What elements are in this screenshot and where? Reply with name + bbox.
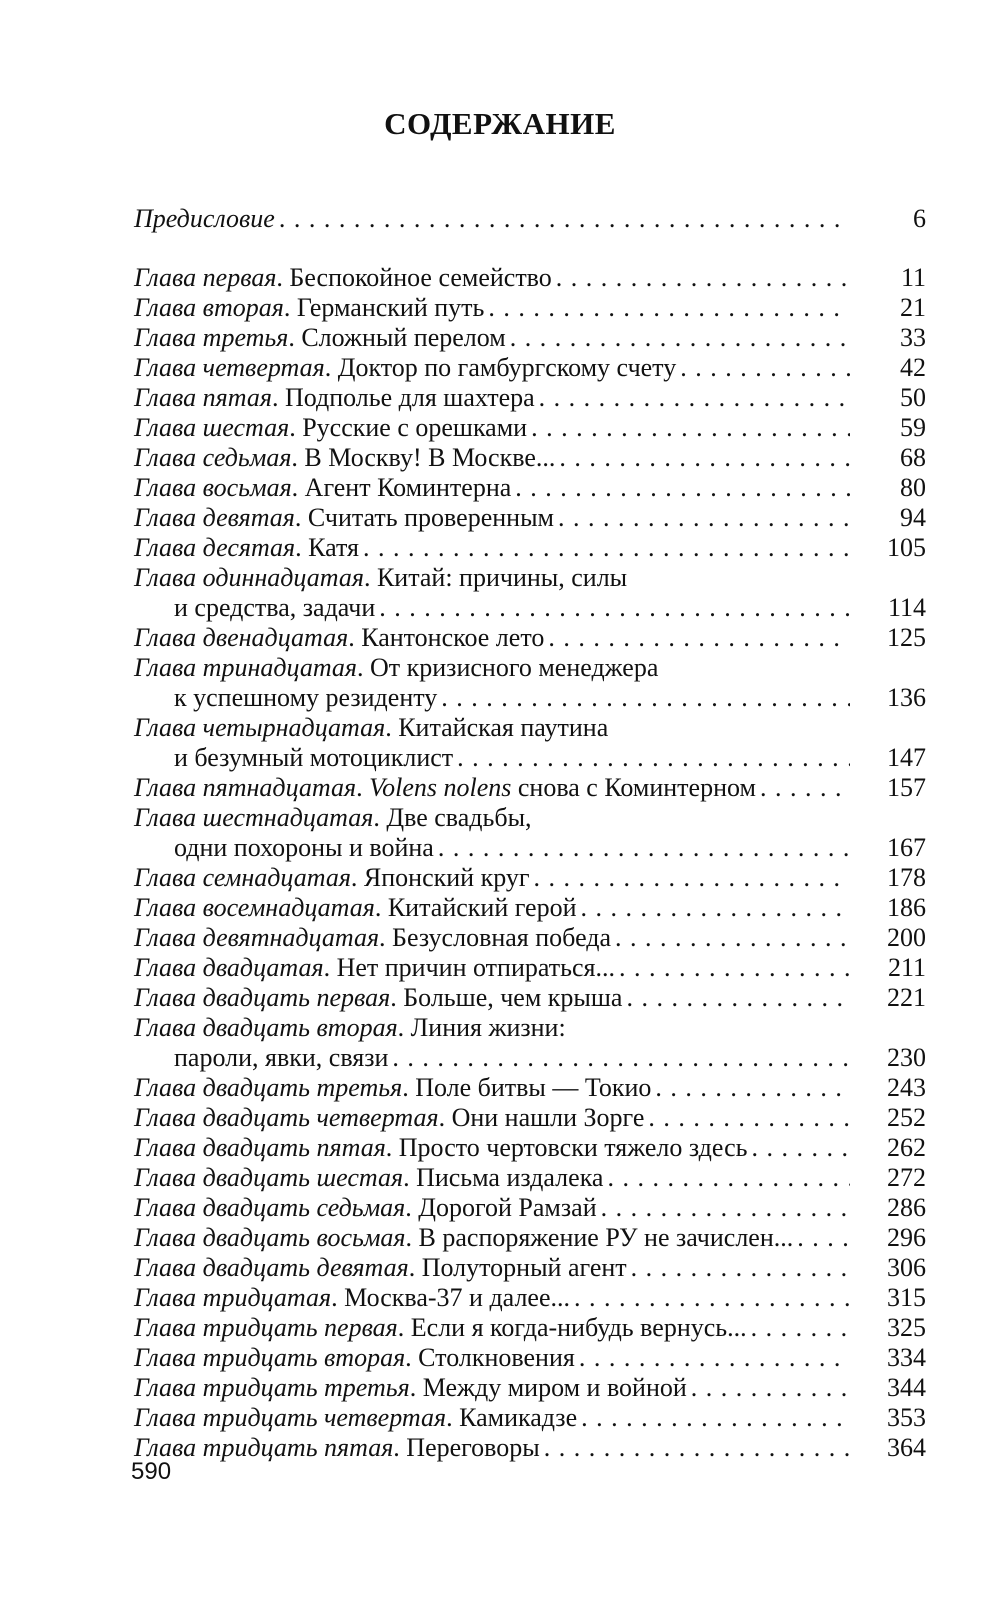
toc-entry (134, 623, 926, 653)
toc-entry-title (134, 503, 554, 533)
toc-entry-title (134, 653, 658, 683)
toc-entry-chapter-title: . Беспокойное семейство (276, 263, 552, 292)
toc-line (134, 593, 926, 623)
toc-entry (134, 503, 926, 533)
toc-entry (134, 1373, 926, 1403)
toc-entry (134, 953, 926, 983)
toc-entry-title (134, 713, 608, 743)
toc-page-number: 80 (900, 473, 926, 502)
toc-entry-title (174, 833, 434, 863)
dot-leader (510, 323, 850, 353)
toc-entry-title (134, 413, 527, 443)
toc-page-number: 157 (887, 773, 926, 802)
toc-entry-title (134, 983, 622, 1013)
toc-entry (134, 1103, 926, 1133)
dot-leader (279, 204, 850, 234)
toc-line (134, 323, 926, 353)
toc-entry (134, 893, 926, 923)
toc-entry-title (134, 1073, 651, 1103)
toc-entry (134, 1253, 926, 1283)
toc-entry-chapter-title: и безумный мотоциклист (174, 743, 454, 772)
dot-leader (752, 1133, 851, 1163)
toc-page-number: 136 (887, 683, 926, 712)
toc-page-number: 344 (887, 1373, 926, 1402)
toc-entry (134, 563, 926, 623)
toc-line (134, 983, 926, 1013)
toc-entry (134, 1343, 926, 1373)
toc-entry-title (134, 1253, 627, 1283)
toc-entry-chapter-label: Глава тринадцатая (134, 653, 357, 682)
toc-entry-title (134, 1343, 575, 1373)
toc-page-number: 252 (887, 1103, 926, 1132)
toc-entry-title (174, 683, 437, 713)
toc-entry-chapter-title: . Между миром и войной (409, 1373, 687, 1402)
toc-entry (134, 533, 926, 563)
toc-entry-title (134, 1163, 603, 1193)
toc-line (134, 923, 926, 953)
dot-leader (631, 1253, 850, 1283)
toc-entry (134, 1193, 926, 1223)
toc-entry-chapter-title: . Агент Коминтерна (291, 473, 512, 502)
dot-leader (556, 263, 850, 293)
toc-page-number: 315 (887, 1283, 926, 1312)
toc-page-number: 286 (887, 1193, 926, 1222)
toc-entry-chapter-title: и средства, задачи (174, 593, 376, 622)
dot-leader (363, 533, 850, 563)
toc-line (134, 353, 926, 383)
toc-entry-preface (134, 204, 926, 234)
toc-page-number: 364 (887, 1433, 926, 1462)
toc-entry-chapter-label: Глава двадцать девятая (134, 1253, 409, 1282)
toc-entry-title (134, 1103, 644, 1133)
dot-leader (655, 1073, 850, 1103)
toc-entry (134, 803, 926, 863)
toc-entry-chapter-title: . Китайский герой (374, 893, 577, 922)
dot-leader (751, 1313, 850, 1343)
toc-entry-chapter-label: Глава вторая (134, 293, 284, 322)
toc-entry-chapter-label: Глава двадцать восьмая (134, 1223, 406, 1252)
toc-line (134, 503, 926, 533)
dot-leader (581, 1403, 850, 1433)
toc-entry (134, 1313, 926, 1343)
toc-entry-chapter-title: . Дорогой Рамзай (405, 1193, 597, 1222)
dot-leader (441, 683, 850, 713)
toc-entry (134, 1223, 926, 1253)
toc-page-number: 94 (900, 503, 926, 532)
toc-page-number: 42 (900, 353, 926, 382)
dot-leader (579, 1343, 850, 1373)
toc-entry-title (174, 743, 453, 773)
toc-entry (134, 773, 926, 803)
toc-entry-title (134, 1133, 748, 1163)
toc-page-number: 211 (887, 953, 926, 982)
toc-entry-title (134, 473, 511, 503)
toc-entry-chapter-label: Глава шестнадцатая (134, 803, 374, 832)
toc-entry-chapter-label: Глава тридцать пятая (134, 1433, 394, 1462)
toc-page-number: 186 (887, 893, 926, 922)
toc-entry (134, 383, 926, 413)
toc-entry-chapter-label: Глава двенадцатая (134, 623, 349, 652)
dot-leader (574, 1283, 850, 1313)
toc-page-number: 243 (887, 1073, 926, 1102)
page-title: СОДЕРЖАНИЕ (384, 106, 616, 141)
toc-line (134, 1253, 926, 1283)
toc-line (134, 1433, 926, 1463)
toc-entry (134, 263, 926, 293)
toc-entry-title (134, 443, 555, 473)
toc-entry-chapter-label: Глава тридцать третья (134, 1373, 410, 1402)
toc-line (134, 1043, 926, 1073)
toc-page-number: 221 (887, 983, 926, 1012)
toc-line (134, 1343, 926, 1373)
toc-entry-title (134, 533, 359, 563)
toc-entry-chapter-title: . Больше, чем крыша (390, 983, 623, 1012)
toc-entry-title (134, 323, 506, 353)
dot-leader (457, 743, 850, 773)
toc-entry (134, 443, 926, 473)
toc-entry-chapter-title: . Москва-37 и далее... (331, 1283, 570, 1312)
toc-entry-title (134, 923, 611, 953)
toc-entry-chapter-label: Глава тридцать первая (134, 1313, 398, 1342)
toc-page-number: 306 (887, 1253, 926, 1282)
toc-entry-title (134, 353, 676, 383)
toc-entry-title (134, 293, 484, 323)
toc-entry-chapter-title: . Две свадьбы, (373, 803, 532, 832)
toc-entry-chapter-label: Предисловие (134, 204, 275, 233)
toc-line (134, 413, 926, 443)
toc-entry-chapter-label: Глава тридцатая (134, 1283, 332, 1312)
toc-entry-title (134, 1433, 540, 1463)
toc-line (134, 1193, 926, 1223)
toc-page-number: 230 (887, 1043, 926, 1072)
toc-page-number: 125 (887, 623, 926, 652)
toc-entry-chapter-title: . В распоряжение РУ не зачислен... (405, 1223, 794, 1252)
toc-entry-chapter-title: . Камикадзе (446, 1403, 578, 1432)
toc-line (134, 1373, 926, 1403)
toc-entry-chapter-title: . Сложный перелом (288, 323, 506, 352)
toc-entry-title (134, 1373, 687, 1403)
toc-line (134, 443, 926, 473)
toc-line (134, 1013, 926, 1043)
toc-entry-chapter-title: одни похороны и война (174, 833, 434, 862)
dot-leader (648, 1103, 850, 1133)
toc-line (134, 713, 926, 743)
toc-entry-chapter-title: к успешному резиденту (174, 683, 438, 712)
toc-entry-chapter-title: . (356, 773, 370, 802)
toc-entry-chapter-title: . Катя (295, 533, 360, 562)
toc-entry-chapter-title: . Японский круг (350, 863, 530, 892)
toc-entry-chapter-title: . Поле битвы — Токио (402, 1073, 652, 1102)
toc-line (134, 204, 926, 234)
toc-line (134, 893, 926, 923)
toc-line (134, 1403, 926, 1433)
toc-entry-chapter-title: пароли, явки, связи (174, 1043, 389, 1072)
toc-line (134, 623, 926, 653)
toc-line (134, 293, 926, 323)
dot-leader (438, 833, 850, 863)
toc-entry-title (134, 803, 532, 833)
toc-entry-chapter-title: . Подполье для шахтера (271, 383, 535, 412)
toc-line (134, 773, 926, 803)
toc-entry (134, 353, 926, 383)
toc-entry-chapter-label: Глава двадцать третья (134, 1073, 403, 1102)
dot-leader (544, 1433, 850, 1463)
toc-entry-chapter-label: Глава семнадцатая (134, 863, 351, 892)
dot-leader (534, 863, 850, 893)
dot-leader (531, 413, 850, 443)
toc-entry-title (174, 1043, 388, 1073)
toc-entry-title (134, 1193, 597, 1223)
toc-entry-chapter-label: Глава девятнадцатая (134, 923, 380, 952)
toc-entry-chapter-label: Глава пятая (134, 383, 272, 412)
toc-entry-chapter-title: . Безусловная победа (379, 923, 612, 952)
toc-line (134, 1073, 926, 1103)
toc-page-number: 6 (913, 204, 926, 233)
dot-leader (691, 1373, 850, 1403)
toc-page-number: 167 (887, 833, 926, 862)
toc-entry-chapter-label: Глава двадцать пятая (134, 1133, 386, 1162)
toc-entry-chapter-title: . Нет причин отпираться... (323, 953, 615, 982)
dot-leader (760, 773, 850, 803)
toc-line (134, 743, 926, 773)
toc-page-number: 178 (887, 863, 926, 892)
toc-page-number: 50 (900, 383, 926, 412)
toc-entry-chapter-label: Глава тридцать вторая (134, 1343, 406, 1372)
toc-entry (134, 1403, 926, 1433)
toc-page-number: 33 (900, 323, 926, 352)
toc-line (134, 563, 926, 593)
dot-leader (680, 353, 850, 383)
toc-entry-chapter-label: Глава шестая (134, 413, 290, 442)
toc-entry-title (134, 383, 535, 413)
toc-line (134, 1283, 926, 1313)
toc-entry-chapter-label: Глава пятнадцатая (134, 773, 357, 802)
dot-leader (626, 983, 850, 1013)
dot-leader (548, 623, 850, 653)
toc-line (134, 1313, 926, 1343)
toc-entry-chapter-title: . Если я когда-нибудь вернусь... (397, 1313, 747, 1342)
toc-page-number: 353 (887, 1403, 926, 1432)
toc-entry-chapter-title: . Просто чертовски тяжело здесь (385, 1133, 748, 1162)
toc-entry-chapter-title: . Столкновения (405, 1343, 575, 1372)
toc-entry-chapter-title: . Германский путь (283, 293, 485, 322)
dot-leader (515, 473, 850, 503)
dot-leader (797, 1223, 850, 1253)
toc-entry (134, 1163, 926, 1193)
toc-entry (134, 713, 926, 773)
toc-line (134, 383, 926, 413)
toc-entry-title (134, 773, 756, 803)
toc-entry-chapter-label: Глава восемнадцатая (134, 893, 375, 922)
toc-page-number: 147 (887, 743, 926, 772)
toc-page-number: 334 (887, 1343, 926, 1372)
toc-line (134, 473, 926, 503)
dot-leader (581, 893, 850, 923)
toc-entry-title (174, 593, 375, 623)
toc-line (134, 653, 926, 683)
dot-leader (615, 923, 850, 953)
toc-entry-title (134, 263, 552, 293)
toc-entry (134, 1433, 926, 1463)
toc-page-number: 296 (887, 1223, 926, 1252)
toc-entry (134, 293, 926, 323)
toc-entry (134, 923, 926, 953)
toc-entry-chapter-title: . Русские с орешками (289, 413, 528, 442)
toc-entry-title (134, 1313, 747, 1343)
toc-entry (134, 983, 926, 1013)
toc-entry-chapter-label: Глава двадцать вторая (134, 1013, 398, 1042)
toc-page-number: 59 (900, 413, 926, 442)
toc-entry-title (134, 1283, 570, 1313)
toc-entry-chapter-title: . Считать проверенным (294, 503, 555, 532)
toc-entry-title (134, 623, 544, 653)
toc-page-number: 105 (887, 533, 926, 562)
toc-page-number: 68 (900, 443, 926, 472)
dot-leader (379, 593, 850, 623)
toc-entry (134, 323, 926, 353)
toc-entry-chapter-label: Глава четырнадцатая (134, 713, 386, 742)
toc-entry-title (134, 893, 577, 923)
toc-entry-chapter-title: снова с Коминтерном (511, 773, 756, 802)
toc-entry-chapter-title: . Переговоры (393, 1433, 540, 1462)
dot-leader (539, 383, 850, 413)
toc-entry-chapter-title: . Доктор по гамбургскому счету (324, 353, 677, 382)
toc-entry-chapter-label: Глава двадцать седьмая (134, 1193, 406, 1222)
toc-line (134, 1103, 926, 1133)
toc-page-number: 325 (887, 1313, 926, 1342)
toc-line (134, 953, 926, 983)
toc-entry-chapter-title: . В Москву! В Москве... (291, 443, 556, 472)
toc-entry-chapter-label: Volens nolens (369, 773, 512, 802)
toc-entry-title (134, 1013, 566, 1043)
toc-entry-chapter-label: Глава двадцать четвертая (134, 1103, 439, 1132)
toc-entry (134, 1013, 926, 1073)
toc-entry-chapter-label: Глава двадцатая (134, 953, 324, 982)
dot-leader (559, 443, 850, 473)
toc-entry-chapter-title: . От кризисного менеджера (357, 653, 659, 682)
toc-entry-title (134, 953, 615, 983)
toc-line (134, 863, 926, 893)
toc-entry-chapter-title: . Кантонское лето (348, 623, 545, 652)
toc-entry-chapter-label: Глава первая (134, 263, 277, 292)
toc-entry (134, 1133, 926, 1163)
toc-entry (134, 1283, 926, 1313)
table-of-contents (134, 204, 926, 1463)
dot-leader (607, 1163, 850, 1193)
toc-entry (134, 473, 926, 503)
toc-page-number: 272 (887, 1163, 926, 1192)
dot-leader (488, 293, 850, 323)
toc-line (134, 263, 926, 293)
toc-entry-chapter-title: . Китайская паутина (385, 713, 609, 742)
toc-entry-chapter-title: . Китай: причины, силы (363, 563, 628, 592)
toc-line (134, 1223, 926, 1253)
toc-entry-chapter-label: Глава десятая (134, 533, 296, 562)
toc-entry-chapter-title: . Линия жизни: (397, 1013, 566, 1042)
toc-entry-chapter-label: Глава восьмая (134, 473, 292, 502)
page-number: 590 (131, 1458, 172, 1485)
toc-entry-chapter-label: Глава третья (134, 323, 289, 352)
dot-leader (392, 1043, 850, 1073)
toc-page-number: 262 (887, 1133, 926, 1162)
toc-entry-chapter-title: . Письма издалека (403, 1163, 604, 1192)
toc-line (134, 1163, 926, 1193)
toc-entry (134, 413, 926, 443)
toc-entry (134, 1073, 926, 1103)
toc-entry-chapter-title: . Полуторный агент (408, 1253, 627, 1282)
toc-entry-chapter-label: Глава четвертая (134, 353, 325, 382)
toc-page-number: 200 (887, 923, 926, 952)
toc-line (134, 833, 926, 863)
toc-entry-chapter-label: Глава девятая (134, 503, 295, 532)
dot-leader (558, 503, 850, 533)
toc-entry-title (134, 563, 627, 593)
toc-line (134, 1133, 926, 1163)
toc-entry-title (134, 204, 275, 234)
toc-page-number: 11 (900, 263, 926, 292)
dot-leader (601, 1193, 850, 1223)
dot-leader (619, 953, 850, 983)
toc-entry-title (134, 1223, 793, 1253)
toc-entry (134, 863, 926, 893)
toc-entry-chapter-label: Глава двадцать первая (134, 983, 391, 1012)
toc-line (134, 803, 926, 833)
toc-page-number: 21 (900, 293, 926, 322)
toc-entry-title (134, 1403, 577, 1433)
toc-line (134, 533, 926, 563)
toc-line (134, 683, 926, 713)
toc-entry-title (134, 863, 530, 893)
toc-entry (134, 653, 926, 713)
toc-entry-chapter-label: Глава одиннадцатая (134, 563, 364, 592)
toc-page-number: 114 (887, 593, 926, 622)
toc-entry-chapter-label: Глава двадцать шестая (134, 1163, 404, 1192)
toc-entry-chapter-label: Глава тридцать четвертая (134, 1403, 447, 1432)
toc-entry-chapter-label: Глава седьмая (134, 443, 292, 472)
toc-entry-chapter-title: . Они нашли Зорге (438, 1103, 645, 1132)
